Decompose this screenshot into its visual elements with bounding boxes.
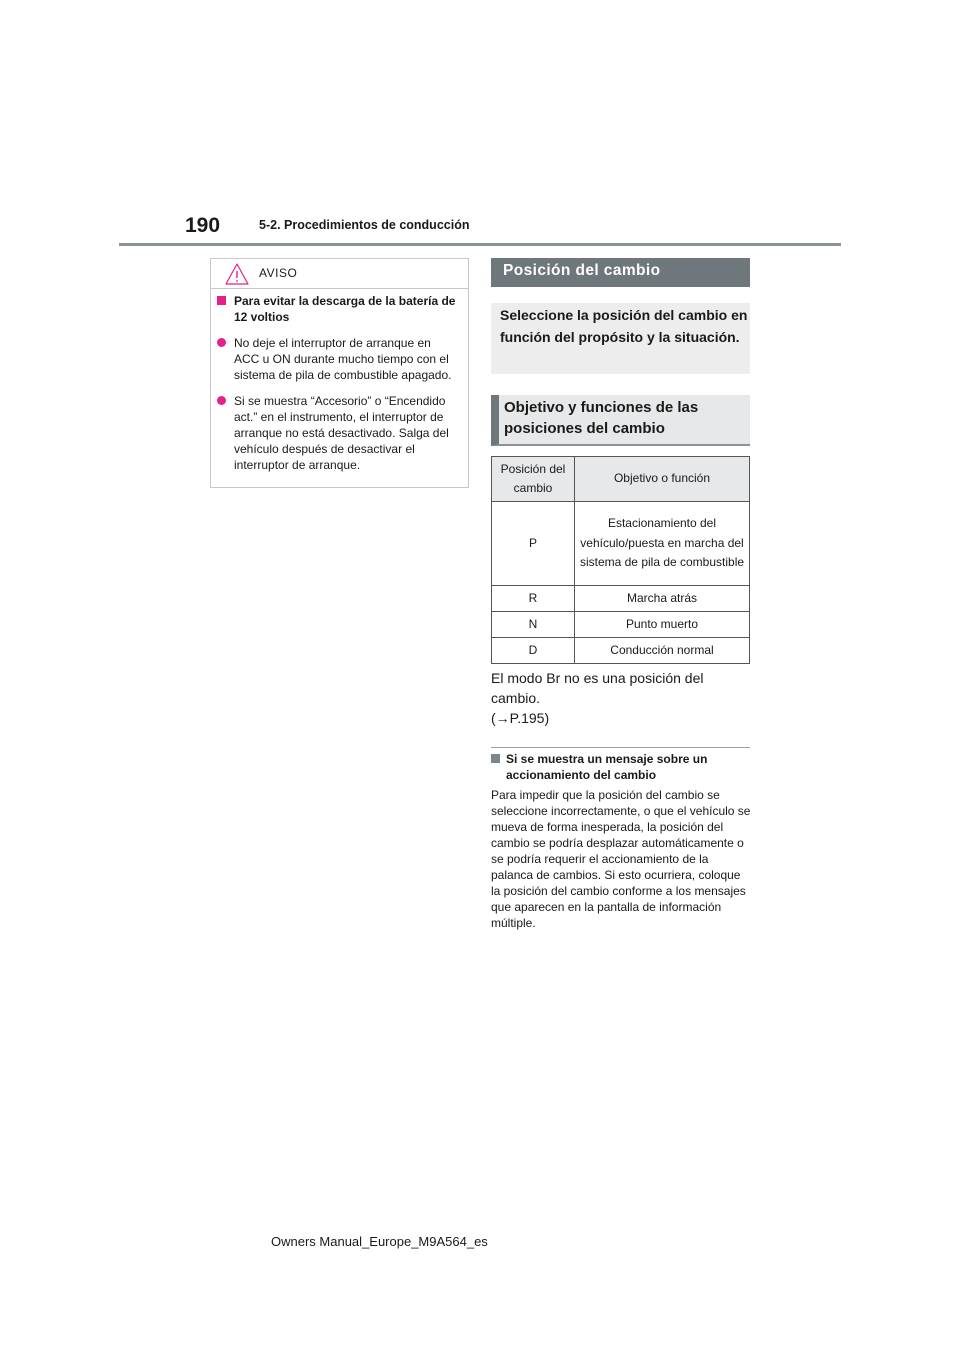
- section-title: 5-2. Procedimientos de conducción: [259, 218, 470, 232]
- main-header: Posición del cambio: [491, 258, 750, 287]
- shift-position-table: [491, 456, 750, 664]
- round-bullet-icon: [217, 396, 226, 405]
- warning-body: [211, 289, 468, 473]
- footer-text: Owners Manual_Europe_M9A564_es: [271, 1234, 488, 1249]
- square-bullet-icon: [217, 296, 226, 305]
- table-cell: R: [492, 586, 575, 612]
- warning-item: [217, 393, 458, 473]
- table-header-cell: Posición del cambio: [492, 457, 575, 502]
- header-rule: [119, 243, 841, 246]
- page-number: 190: [185, 214, 221, 237]
- table-cell: N: [492, 612, 575, 638]
- table-cell: Estacionamiento del vehículo/puesta en marcha del sistema de pila de combustible: [575, 502, 750, 586]
- table-row: [492, 638, 750, 664]
- page-reference-link[interactable]: (→P.195): [491, 710, 550, 726]
- note-block: [491, 668, 753, 728]
- table-cell: Punto muerto: [575, 612, 750, 638]
- warning-box: [210, 258, 469, 488]
- table-row: [492, 586, 750, 612]
- table-row: [492, 612, 750, 638]
- warning-label: AVISO: [259, 266, 298, 280]
- warning-head: [211, 259, 468, 289]
- table-cell: Conducción normal: [575, 638, 750, 664]
- table-cell: P: [492, 502, 575, 586]
- warning-item: [217, 335, 458, 383]
- table-row: [492, 502, 750, 586]
- table-cell: D: [492, 638, 575, 664]
- warning-item-text: Si se muestra “Accesorio” o “Encendido act.” en el instrumento, el interruptor de arranque no está desactivado. Salga del vehículo después de desactivar el interruptor de arranque.: [234, 394, 449, 472]
- intro-box: Seleccione la posición del cambio en función del propósito y la situación.: [491, 303, 750, 374]
- table-header-cell: Objetivo o función: [575, 457, 750, 502]
- divider: [491, 747, 750, 748]
- table-header-row: [492, 457, 750, 502]
- square-bullet-icon: [491, 754, 500, 763]
- info-body: Para impedir que la posición del cambio se seleccione incorrectamente, o que el vehículo se mueva de forma inesperada, la posición del cambio se podría desplazar automáticamente o se podría requerir el accionamiento de la palanca de cambios. Si esto ocurriera, coloque la posición del cambio conforme a los mensajes que aparecen en la pantalla de información múltiple.: [491, 788, 751, 930]
- warning-triangle-icon: [225, 263, 249, 285]
- warning-subhead-text: Para evitar la descarga de la batería de 12 voltios: [234, 294, 456, 324]
- info-head: [491, 751, 750, 783]
- sub-header: Objetivo y funciones de las posiciones del cambio: [491, 395, 750, 446]
- warning-item-text: No deje el interruptor de arranque en ACC u ON durante mucho tiempo con el sistema de pila de combustible apagado.: [234, 336, 452, 382]
- round-bullet-icon: [217, 338, 226, 347]
- note-text: El modo Br no es una posición del cambio.: [491, 670, 704, 706]
- table-cell: Marcha atrás: [575, 586, 750, 612]
- info-head-text: Si se muestra un mensaje sobre un accionamiento del cambio: [506, 752, 708, 782]
- warning-subhead: [217, 293, 458, 325]
